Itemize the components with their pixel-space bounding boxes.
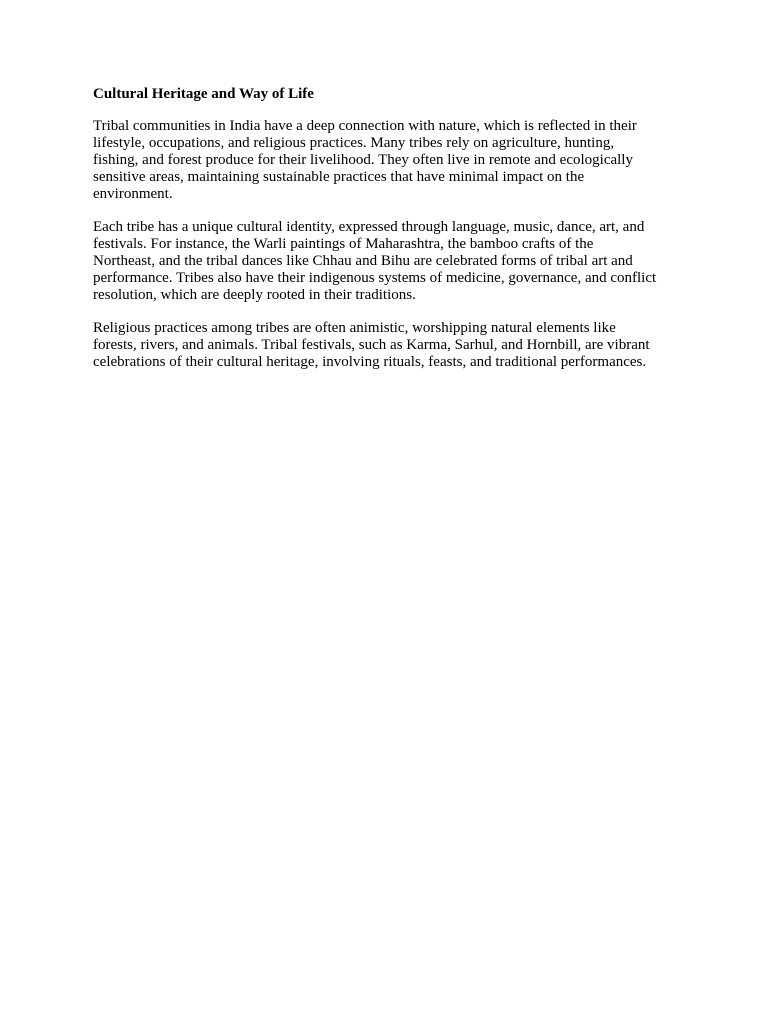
paragraph-line: Tribal communities in India have a deep connection with nature, which is reflected in their (93, 118, 637, 134)
paragraph-line: festivals. For instance, the Warli paintings of Maharashtra, the bamboo crafts of the (93, 236, 594, 252)
paragraph-2 (93, 219, 693, 304)
paragraph-line: resolution, which are deeply rooted in their traditions. (93, 287, 416, 303)
document-page (93, 86, 693, 387)
paragraph-line: celebrations of their cultural heritage, involving rituals, feasts, and traditional performances. (93, 354, 647, 370)
section-heading: Cultural Heritage and Way of Life (93, 86, 314, 102)
paragraph-line: forests, rivers, and animals. Tribal festivals, such as Karma, Sarhul, and Hornbill, are vibrant (93, 337, 650, 353)
paragraph-line: performance. Tribes also have their indigenous systems of medicine, governance, and conflict (93, 270, 657, 286)
paragraph-line: Each tribe has a unique cultural identity, expressed through language, music, dance, art, and (93, 219, 645, 235)
paragraph-line: sensitive areas, maintaining sustainable practices that have minimal impact on the (93, 169, 585, 185)
paragraph-line: lifestyle, occupations, and religious practices. Many tribes rely on agriculture, hunting, (93, 135, 615, 151)
paragraph-line: Northeast, and the tribal dances like Chhau and Bihu are celebrated forms of tribal art and (93, 253, 633, 269)
paragraph-line: environment. (93, 186, 173, 202)
paragraph-line: fishing, and forest produce for their livelihood. They often live in remote and ecologically (93, 152, 633, 168)
paragraph-1 (93, 118, 693, 203)
paragraph-3 (93, 320, 693, 371)
paragraph-line: Religious practices among tribes are often animistic, worshipping natural elements like (93, 320, 616, 336)
